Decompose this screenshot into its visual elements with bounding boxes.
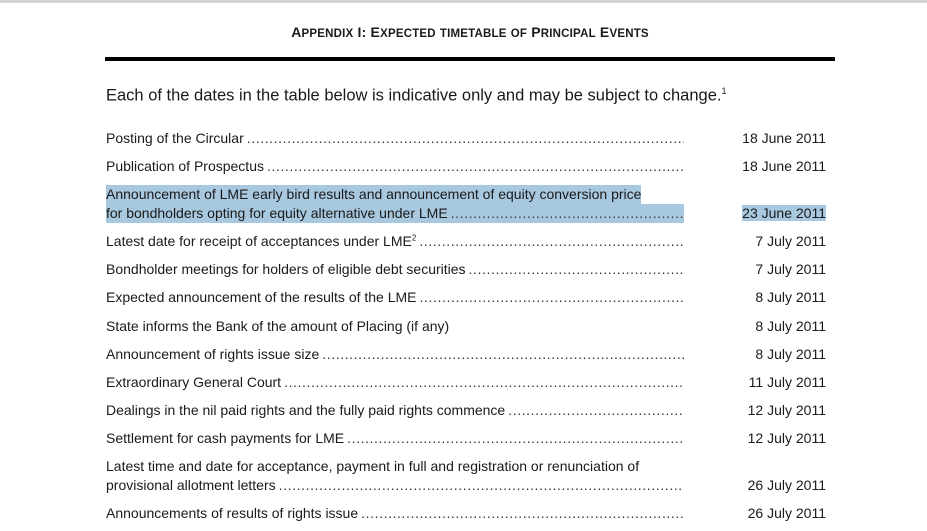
event-line: [106, 129, 684, 148]
event-text: Posting of the Circular: [106, 130, 244, 146]
event-date: [748, 504, 826, 523]
event-date-text: 11 July 2011: [748, 374, 826, 390]
event-description: [106, 129, 684, 148]
footnote-marker: 2: [411, 233, 417, 243]
timetable-row: [106, 157, 826, 176]
dot-leader: [361, 504, 684, 523]
event-text: for bondholders opting for equity alternative under LME: [106, 205, 448, 221]
heading-part: P: [531, 24, 541, 40]
event-description: [106, 429, 684, 448]
dot-leader: [284, 373, 684, 392]
event-text: Settlement for cash payments for LME: [106, 430, 345, 446]
event-description: [106, 317, 684, 336]
event-date: [755, 317, 826, 336]
dot-leader: [419, 232, 684, 251]
event-description: [106, 457, 684, 495]
timetable-row: [106, 373, 826, 392]
timetable-row: [106, 317, 826, 336]
event-description: [106, 504, 684, 523]
timetable-row: [106, 504, 826, 523]
dot-leader: [279, 476, 684, 495]
event-date: [742, 204, 826, 223]
event-date-text: 26 July 2011: [747, 505, 826, 521]
event-date: [748, 429, 826, 448]
event-description: [106, 232, 684, 251]
event-description: [106, 185, 684, 223]
event-text: Dealings in the nil paid rights and the fully paid rights commence: [106, 402, 506, 418]
dot-leader: [508, 401, 684, 420]
event-description: [106, 288, 684, 307]
event-text: Announcements of results of rights issue: [106, 505, 359, 521]
event-line: [106, 317, 684, 336]
event-date: [755, 288, 826, 307]
event-line: [106, 260, 684, 279]
event-line: [106, 157, 684, 176]
timetable-row: [106, 429, 826, 448]
event-text: Expected announcement of the results of the LME: [106, 289, 417, 305]
event-description: [106, 373, 684, 392]
event-date-text: 7 July 2011: [755, 261, 826, 277]
timetable-row: [106, 260, 826, 279]
event-line: [106, 204, 684, 223]
heading-part: A: [291, 24, 302, 40]
event-date: [755, 260, 826, 279]
event-date: [749, 373, 826, 392]
heading-part: I:: [357, 24, 367, 40]
event-line: [106, 429, 684, 448]
heading-part: XPECTED: [380, 28, 436, 40]
event-line: [106, 185, 641, 204]
heading-part: E: [370, 24, 381, 40]
event-text: Bondholder meetings for holders of eligible debt securities: [106, 261, 466, 277]
timetable-row: [106, 129, 826, 148]
dot-leader: [347, 429, 684, 448]
event-date: [755, 232, 826, 251]
dot-leader: [322, 345, 684, 364]
event-description: [106, 401, 684, 420]
dot-leader: [247, 129, 684, 148]
event-date-text: 18 June 2011: [742, 130, 826, 146]
event-text: Extraordinary General Court: [106, 374, 282, 390]
footnote-marker: 1: [721, 86, 727, 96]
event-text: State informs the Bank of the amount of Placing (if any): [106, 318, 450, 334]
event-text: Announcement of LME early bird results and announcement of equity conversion price: [106, 186, 642, 202]
event-text: Publication of Prospectus: [106, 158, 264, 174]
event-line: [106, 345, 684, 364]
appendix-heading: [105, 24, 835, 40]
event-text: Latest time and date for acceptance, payment in full and registration or renunciation of: [106, 458, 640, 474]
timetable-row: [106, 345, 826, 364]
event-description: [106, 260, 684, 279]
event-description: [106, 345, 684, 364]
event-line: [106, 373, 684, 392]
event-description: [106, 157, 684, 176]
event-date-text: 8 July 2011: [755, 346, 826, 362]
event-date-text: 12 July 2011: [747, 402, 826, 418]
heading-part: E: [599, 24, 610, 40]
dot-leader: [451, 204, 684, 223]
timetable-row: [106, 401, 826, 420]
event-line: [106, 476, 684, 495]
event-date-text: 12 July 2011: [747, 430, 826, 446]
event-date: [742, 129, 826, 148]
heading-part: RINCIPAL: [540, 28, 596, 40]
heading-rule: [105, 57, 835, 61]
dot-leader: [267, 157, 684, 176]
event-text: Announcement of rights issue size: [106, 346, 320, 362]
event-date-text: 8 July 2011: [755, 318, 826, 334]
event-date-text: 8 July 2011: [755, 289, 826, 305]
heading-part: OF: [510, 28, 528, 40]
event-date: [742, 157, 826, 176]
dot-leader: [420, 288, 684, 307]
event-line: [106, 288, 684, 307]
intro-text: Each of the dates in the table below is indicative only and may be subject to change.: [106, 86, 722, 105]
event-date-text: 18 June 2011: [742, 158, 826, 174]
event-text: Latest date for receipt of acceptances under LME$^2$: [106, 233, 417, 249]
timetable-row: [106, 185, 826, 223]
timetable-row: [106, 288, 826, 307]
page-top-border: [0, 0, 927, 3]
event-date-text: 7 July 2011: [755, 233, 826, 249]
heading-part: PPENDIX: [301, 28, 354, 40]
event-line: [106, 504, 684, 523]
event-line: [106, 401, 684, 420]
event-date-text: 26 July 2011: [747, 477, 826, 493]
event-line: [106, 457, 684, 476]
event-date-text: 23 June 2011: [742, 205, 826, 221]
dot-leader: [469, 260, 684, 279]
heading-part: VENTS: [609, 28, 649, 40]
heading-part: TIMETABLE: [439, 28, 507, 40]
intro-paragraph: [106, 86, 727, 106]
event-date: [748, 401, 826, 420]
event-text: provisional allotment letters: [106, 477, 276, 493]
timetable-row: [106, 457, 826, 495]
event-line: [106, 232, 684, 251]
timetable-row: [106, 232, 826, 251]
event-date: [755, 345, 826, 364]
event-date: [748, 476, 826, 495]
